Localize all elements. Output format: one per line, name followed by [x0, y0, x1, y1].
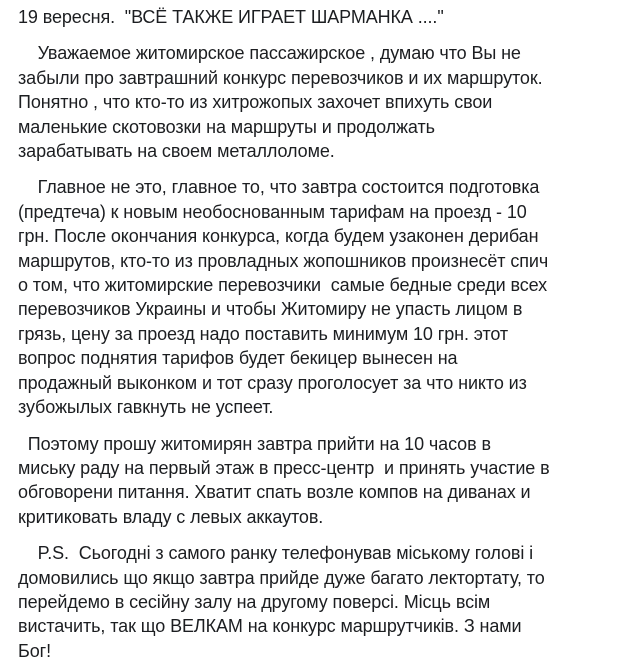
text-line: обговорени питання. Хватит спать возле компов на диванах и — [18, 482, 531, 503]
text-line: забыли про завтрашний конкурс перевозчиков и их маршруток. — [18, 67, 543, 88]
text-line: зубожылых гавкнуть не успеет. — [18, 397, 274, 418]
paragraph-gap — [18, 529, 612, 541]
paragraph-4 — [18, 541, 612, 663]
text-line: Поэтому прошу житомирян завтра прийти на 10 часов в — [18, 433, 491, 454]
text-line: вистачить, так що ВЕЛКАМ на конкурс маршрутчиків. З нами — [18, 616, 522, 637]
text-line: маршрутов, кто-то из провладных жопошников произнесёт спич — [18, 250, 549, 271]
text-line: Бог! — [18, 640, 51, 661]
text-line: вопрос поднятия тарифов будет бекицер вынесен на — [18, 348, 458, 369]
text-line: домовились що якщо завтра прийде дуже багато лектортату, то — [18, 567, 545, 588]
text-line: Главное не это, главное то, что завтра состоится подготовка — [18, 177, 540, 198]
text-line: перевозчиков Украины и чтобы Житомиру не упасть лицом в — [18, 299, 523, 320]
text-line: Уважаемое житомирское пассажирское , думаю что Вы не — [18, 43, 521, 64]
text-line: критиковать владу с левых аккаутов. — [18, 506, 324, 527]
text-line: грязь, цену за проезд надо поставить минимум 10 грн. этот — [18, 323, 509, 344]
paragraph-3 — [18, 432, 612, 530]
post-body — [18, 5, 612, 663]
text-line: грн. После окончания конкурса, когда будем узаконен дерибан — [18, 226, 539, 247]
paragraph-gap — [18, 420, 612, 432]
text-line: маленькие скотовозки на маршруты и продолжать — [18, 116, 435, 137]
text-line: зарабатывать на своем металлоломе. — [18, 141, 335, 162]
text-line: миську раду на первый этаж в пресс-центр и принять участие в — [18, 457, 550, 478]
paragraph-gap — [18, 29, 612, 41]
text-line: Понятно , что кто-то из хитрожопых захочет впихуть свои — [18, 92, 493, 113]
text-line: P.S. Сьогодні з самого ранку телефонував міському голові і — [18, 543, 534, 564]
paragraph-1 — [18, 41, 612, 163]
text-line: (предтеча) к новым необоснованным тарифам на проезд - 10 — [18, 201, 527, 222]
paragraph-2 — [18, 175, 612, 419]
post-header: 19 вересня. "ВСЁ ТАКЖЕ ИГРАЕТ ШАРМАНКА ...." — [18, 7, 444, 27]
text-line: перейдемо в сесійну залу на другому поверсі. Місць всім — [18, 591, 491, 612]
text-line: продажный выконком и тот сразу проголосует за что никто из — [18, 372, 527, 393]
text-line: о том, что житомирские перевозчики самые бедные среди всех — [18, 275, 548, 296]
paragraph-gap — [18, 163, 612, 175]
